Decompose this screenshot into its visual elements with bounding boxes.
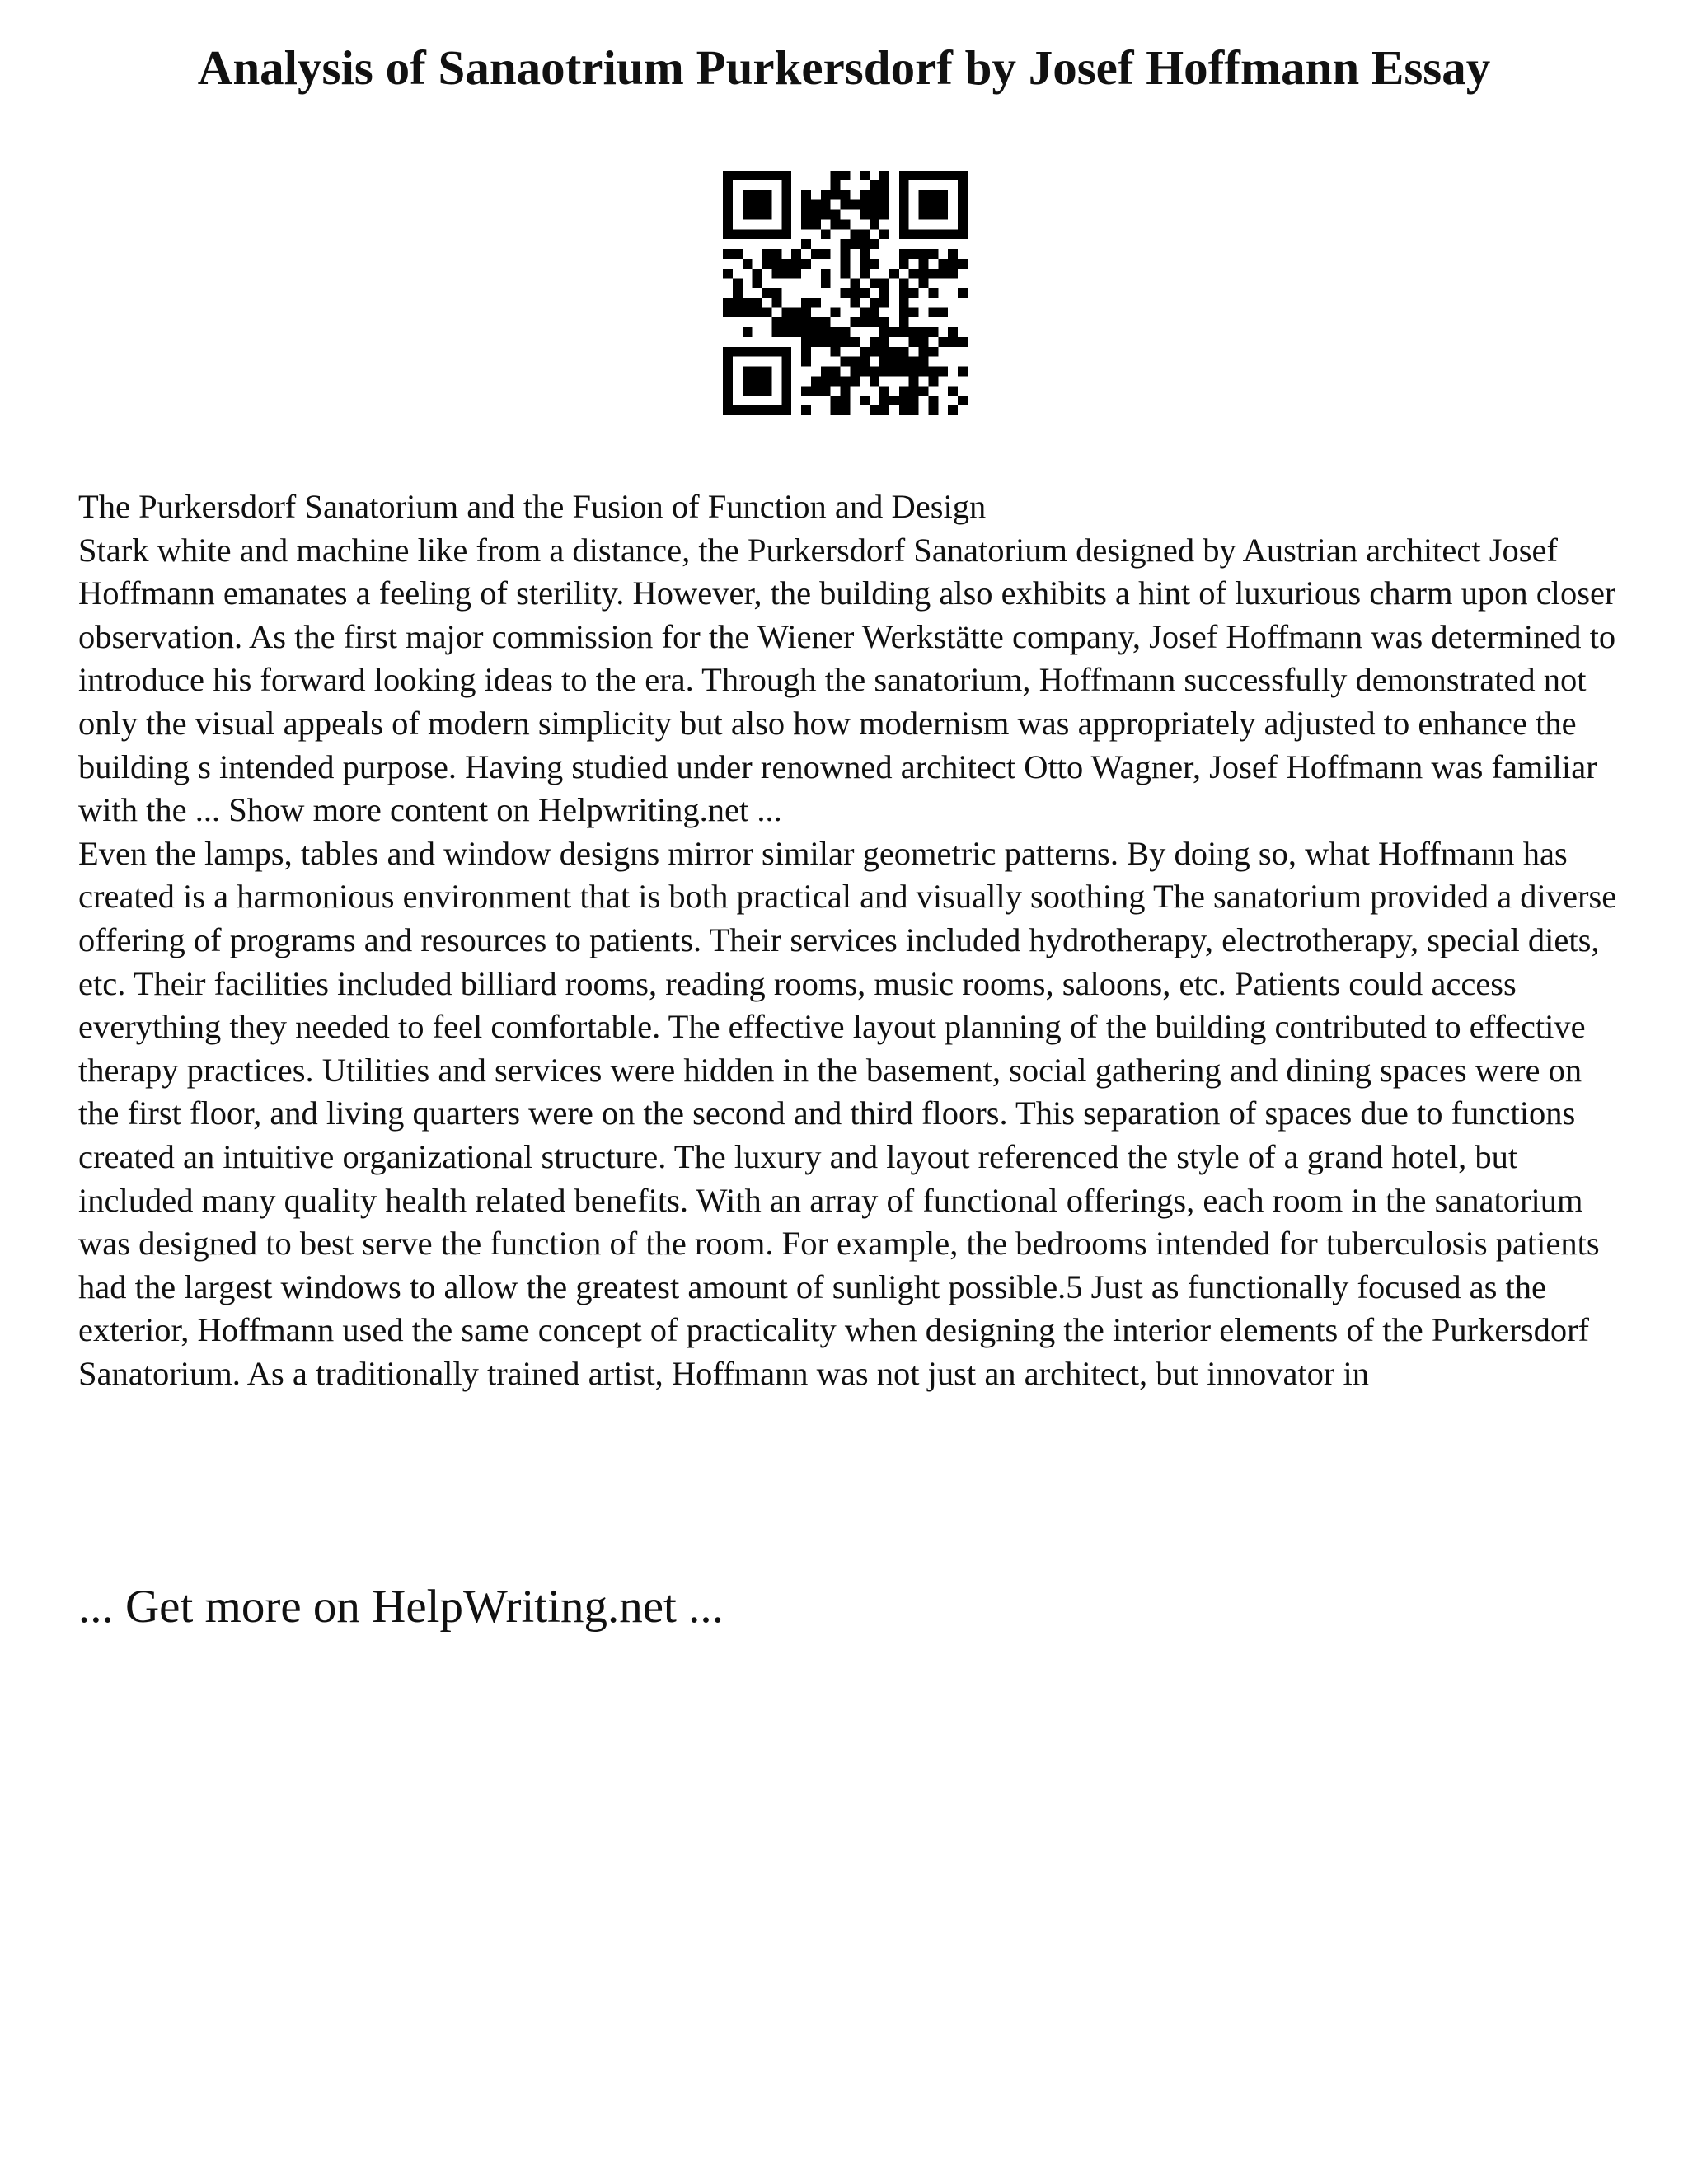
essay-paragraph-2: Even the lamps, tables and window designs mirror similar geometric patterns. By doing so, what Hoffmann has created is a harmonious environment that is both practical and visually soothing The sanatorium provided a diverse offering of programs and resources to patients. Their services included hydrotherapy, electrotherapy, special diets, etc. Their facilities included billiard rooms, reading rooms, music rooms, saloons, etc. Patients could access everything they needed to feel comfortable. The effective layout planning of the building contributed to effective therapy practices. Utilities and services were hidden in the basement, social gathering and dining spaces were on the first floor, and living quarters were on the second and third floors. This separation of spaces due to functions created an intuitive organizational structure. The luxury and layout referenced the style of a grand hotel, but included many quality health related benefits. With an array of functional offerings, each room in the sanatorium was designed to best serve the function of the room. For example, the bedrooms intended for tuberculosis patients had the largest windows to allow the greatest amount of sunlight possible.5 Just as functionally focused as the exterior, Hoffmann used the same concept of practicality when designing the interior elements of the Purkersdorf Sanatorium. As a traditionally trained artist, Hoffmann was not just an architect, but innovator in: [78, 834, 1617, 1392]
essay-subtitle: The Purkersdorf Sanatorium and the Fusion of Function and Design: [78, 488, 987, 525]
qr-code-icon: [723, 171, 968, 415]
get-more-link[interactable]: ... Get more on HelpWriting.net ...: [78, 1581, 724, 1633]
essay-body: [78, 485, 1628, 1395]
document-title: Analysis of Sanaotrium Purkersdorf by Josef Hoffmann Essay: [197, 40, 1491, 95]
essay-paragraph-1: Stark white and machine like from a distance, the Purkersdorf Sanatorium designed by Austrian architect Josef Hoffmann emanates a feeling of sterility. However, the building also exhibits a hint of luxurious charm upon closer observation. As the first major commission for the Wiener Werkstätte company, Josef Hoffmann was determined to introduce his forward looking ideas to the era. Through the sanatorium, Hoffmann successfully demonstrated not only the visual appeals of modern simplicity but also how modernism was appropriately adjusted to enhance the building s intended purpose. Having studied under renowned architect Otto Wagner, Josef Hoffmann was familiar with the ... Show more content on Helpwriting.net ...: [78, 531, 1616, 829]
